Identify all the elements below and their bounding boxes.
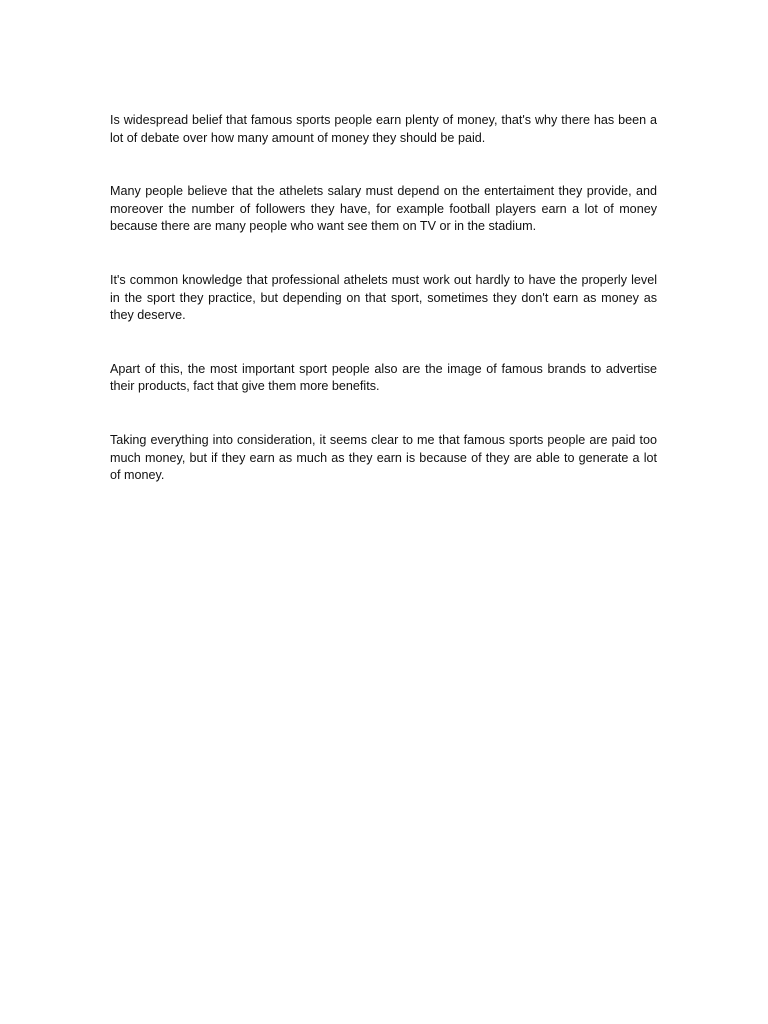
document-body [110, 112, 657, 521]
paragraph-salary-entertainment: Many people believe that the athelets salary must depend on the entertaiment they provide, and moreover the number of followers they have, for example football players earn a lot of money because there are many people who want see them on TV or in the stadium. [110, 184, 657, 234]
paragraph-intro: Is widespread belief that famous sports people earn plenty of money, that's why there has been a lot of debate over how many amount of money they should be paid. [110, 113, 657, 145]
paragraph-brands: Apart of this, the most important sport people also are the image of famous brands to advertise their products, fact that give them more benefits. [110, 361, 657, 394]
paragraph-conclusion: Taking everything into consideration, it seems clear to me that famous sports people are paid too much money, but if they earn as much as they earn is because of they are able to generate a lot of money. [110, 432, 657, 483]
paragraph-hard-work: It's common knowledge that professional athelets must work out hardly to have the properly level in the sport they practice, but depending on that sport, sometimes they don't earn as money as they deserve. [110, 272, 657, 323]
